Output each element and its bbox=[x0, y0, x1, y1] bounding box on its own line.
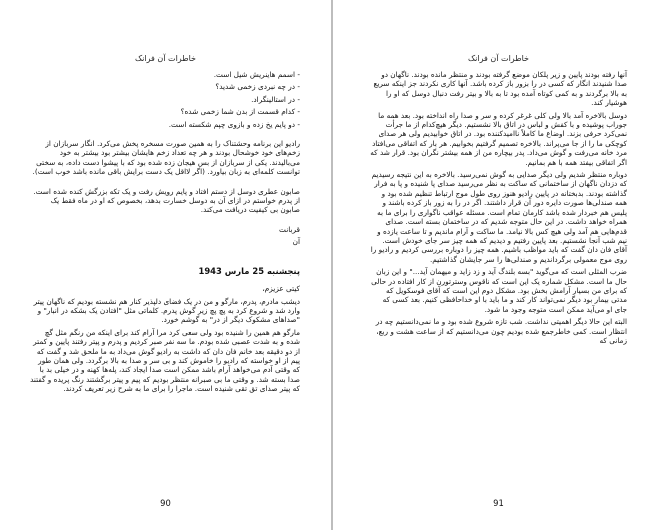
right-page bbox=[333, 0, 664, 530]
paragraph: صابون عطری دوسل از دستم افتاد و پایم رویش رفت و یک تکه بزرگش کنده شده است. از پدرم خواستم در ازای آن به دوسل خسارت بدهد، بخصوص که او در ماه فقط یک صابون بی کیفیت دریافت می‌کند. bbox=[33, 186, 300, 215]
paragraph: - در استالینگراد. bbox=[251, 94, 300, 104]
left-page bbox=[0, 0, 331, 530]
paragraph: - کدام قسمت از بدن شما زخمی شده؟ bbox=[180, 107, 300, 117]
signature: آن bbox=[292, 237, 300, 247]
paragraph: آنها رفته بودند پایین و زیر پلکان موضع گرفته بودند و منتظر مانده بودند. ناگهان دو صدا شنیدند انگار که کسی در را بزور باز کرده باشد. آنها کاری نکردند جز اینکه سریع به بالا برگردند و به کمی کوتاه آمده بود تا به بالا و بیتر رفت دنبال دوسل که او را هوشیار کند. bbox=[373, 70, 627, 108]
running-header: خاطرات آن فرانک bbox=[135, 54, 196, 63]
paragraph: - دو پایم یخ زده و بازوی چپم شکسته است. bbox=[168, 119, 300, 129]
paragraph: دوسل بالاخره آمد بالا ولی کلی غرغر کرده و سر و صدا راه انداخته بود. بعد همه ما جوراب پوشیده و با کفش و لباس در اتاق بالا نشستیم. دیگر هیچ‌کدام از ما جرأت نمی‌کرد حرفی بزند. اوضاع ما کاملاً ناامیدکننده بود. در اتاق خوابیدیم ولی هر صدای کوچکی ما را از جا می‌پراند. بالاخره تصمیم گرفتیم بخوابیم. هر بار که اتفاقی می‌افتاد مرد خانه می‌رفت و گوش می‌داد. پدر بیچاره من از همه بیشتر نگران بود. قرار شد که اگر اتفاقی بیفتد همه با هم بمانیم. bbox=[370, 110, 627, 167]
paragraph: مارگو هم همین را شنیده بود ولی سعی کرد مرا آرام کند برای اینکه من رنگم مثل گچ شده و به شدت عصبی شده بودم. ما سه نفر صبر کردیم و پدرم و پیتر رفتند پایین و کمتر از دو دقیقه بعد خانم فان دان که داشت به رادیو گوش می‌داد به ما ملحق شد و گفت که پیم از او خواسته که رادیو را خاموش کند و بی سر و صدا به بالا برگردد. ولی همان طور که وقتی آدم می‌خواهد آرام باشد ممکن است صدا ایجاد کند، پله‌ها کهنه و در خیلی بد با صدا بسته شد. و وقتی ما بی صبرانه منتظر بودیم که پیم و پیتر برگشتند رنگ پریده و گفتند که پیتر صدای تق تقی شنیده است. ماجرا را برای ما به شرح زیر تعریف کردند. bbox=[30, 327, 300, 394]
greeting: کیتی عزیزم، bbox=[262, 284, 300, 294]
paragraph: - اسمم هاینریش شیل است. bbox=[213, 70, 300, 79]
page-body bbox=[30, 70, 300, 397]
page-number: 90 bbox=[160, 498, 171, 508]
page-body bbox=[369, 70, 627, 348]
paragraph: ضرب المثلی است که می‌گوید "بسه بلندگ آید و زد زاید و میهمان آید..." و این زبان حال ما است. مشکل شماره یک این است که ناقوس وسترتورن از کار افتاده در حالی که برای من بسیار آرامش بخش بود. مشکل دوم این است که آقای فوسکویل که مدتی بیمار بود دیگر نمی‌تواند کار کند و ما باید با او خداحافظی کنیم. بعد کسی که جای او می‌آید ممکن است متوجه وجود ما شود. bbox=[371, 267, 627, 314]
running-header: خاطرات آن فرانک bbox=[468, 54, 529, 63]
paragraph: - در چه نبردی زخمی شدید؟ bbox=[215, 82, 300, 92]
signoff: قربانت bbox=[279, 224, 300, 234]
paragraph: دیشب مادرم، پدرم، مارگو و من در یک فضای دلپذیر کنار هم نشسته بودیم که ناگهان پیتر وارد شد و شروع کرد به پچ پچ زیر گوش پدرم. کلماتی مثل "افتادن یک بشکه در انبار" و "صداهای مشکوک دیگر از در" به گوشم خورد. bbox=[33, 296, 300, 325]
paragraph: دوباره منتظر شدیم ولی دیگر صدایی به گوش نمی‌رسید. بالاخره به این نتیجه رسیدیم که دزدان ناگهان از ساختمانی که ساکت به نظر می‌رسید صدای پا شنیده و پا به فرار گذاشته بودند. بدبختانه در پایین رادیو هنوز روی طول موج ارتباط تنظیم شده بود و همه صندلی‌ها صورت دایره دور آن قرار داشتند. اگر در را به زور باز کرده باشند و پلیس هم خبردار شده باشد کارمان تمام است. مسئله عواقب ناگواری را برای ما به همراه خواهد داشت. در این حال متوجه شدیم که در ساختمان بسته است. صدای قدم‌هایی هم آمد ولی هیچ کس بالا نیامد. ما ساکت و آرام ماندیم و تا ساعت یازده و نیم شب آنجا نشستیم. بعد پایین رفتیم و دیدیم که همه چیز سر جای خودش است. آقای فان دان گفت که باید مواظب باشیم. همه چیز را دوباره بررسی کردیم و رادیو را روی موج معمولی برگرداندیم و صندلی‌ها را سر جایشان گذاشتیم. bbox=[370, 170, 627, 264]
paragraph: البته این حالا دیگر اهمیتی نداشت. شب تازه شروع شده بود و ما نمی‌دانستیم چه در انتظار است. کمی خاطرجمع شده بودیم چون می‌دانستیم که از ساعت هشت و ربع، زمانی که bbox=[375, 317, 627, 345]
entry-date-heading: پنجشنبه 25 مارس 1943 bbox=[198, 265, 300, 276]
page-number: 91 bbox=[493, 498, 504, 508]
paragraph: رادیو این برنامه وحشتناک را به همین صورت مسخره پخش می‌کرد. انگار سربازان از زخم‌های خود خوشحال بودند و هر چه تعداد زخم هایشان بیشتر بود بیشتر به خود می‌بالیدند. یکی از سربازان از بس هیجان زده شده بود که با پیشوا دست داده، به سختی توانست کلمه‌ای به زبان بیاورد. (اگر لااقل یک دست برایش باقی مانده باشد خوب است). bbox=[32, 139, 300, 177]
